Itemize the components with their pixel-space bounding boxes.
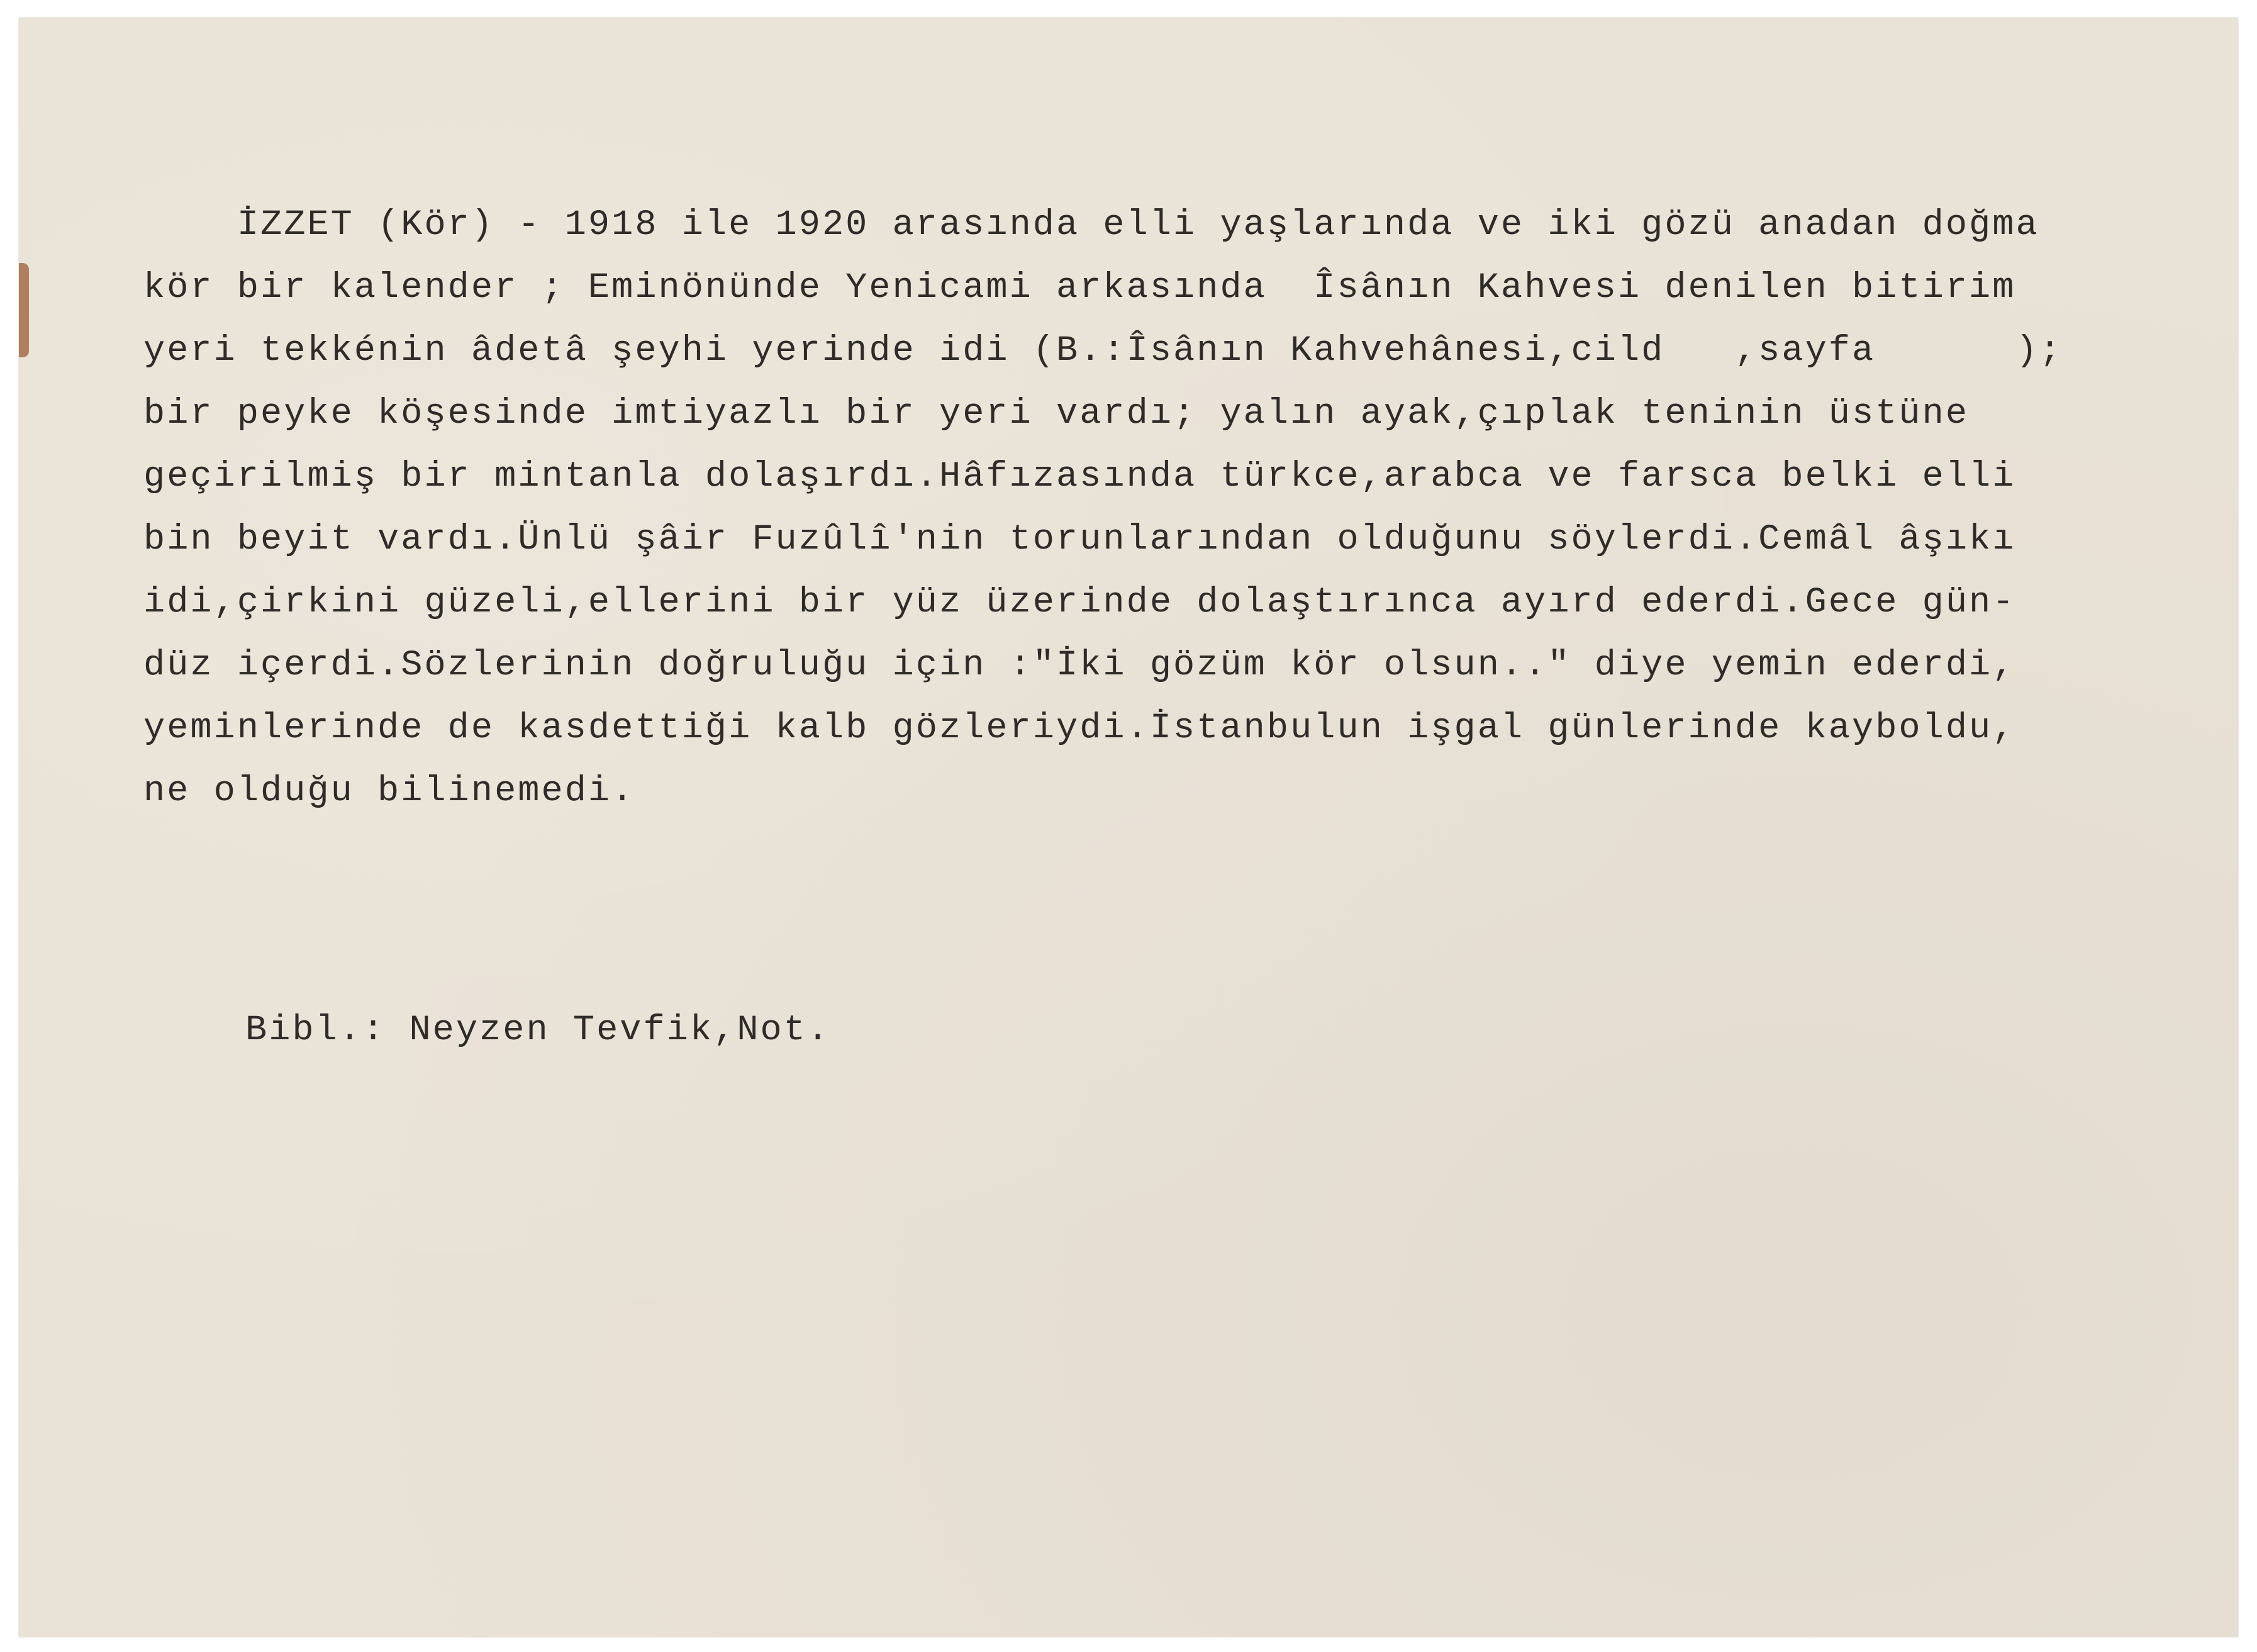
card-edge-tab — [19, 263, 29, 357]
entry-line: geçirilmiş bir mintanla dolaşırdı.Hâfızasında türkce,arabca ve farsca belki elli — [143, 457, 2016, 497]
entry-line: bin beyit vardı.Ünlü şâir Fuzûlî'nin torunlarından olduğunu söylerdi.Cemâl âşıkı — [143, 520, 2016, 560]
bibliography: Bibl.: Neyzen Tevfik,Not. — [245, 1010, 831, 1051]
entry-line: yeminlerinde de kasdettiği kalb gözleriydi.İstanbulun işgal günlerinde kayboldu, — [143, 708, 2016, 749]
entry-line: İZZET (Kör) - 1918 ile 1920 arasında elli yaşlarında ve iki gözü anadan doğma — [143, 205, 2039, 245]
entry-line: yeri tekkénin âdetâ şeyhi yerinde idi (B.:Îsânın Kahvehânesi,cild ,sayfa ); — [143, 331, 2063, 371]
entry-line: idi,çirkini güzeli,ellerini bir yüz üzerinde dolaştırınca ayırd ederdi.Gece gün- — [143, 583, 2016, 623]
entry-line: ne olduğu bilinemedi. — [143, 771, 635, 812]
index-card — [19, 18, 2238, 1637]
entry-line: düz içerdi.Sözlerinin doğruluğu için :"İki gözüm kör olsun.." diye yemin ederdi, — [143, 645, 2016, 686]
entry-line: bir peyke köşesinde imtiyazlı bir yeri vardı; yalın ayak,çıplak teninin üstüne — [143, 394, 1970, 434]
entry-text — [143, 194, 2232, 823]
entry-line: kör bir kalender ; Eminönünde Yenicami arkasında Îsânın Kahvesi denilen bitirim — [143, 268, 2016, 308]
